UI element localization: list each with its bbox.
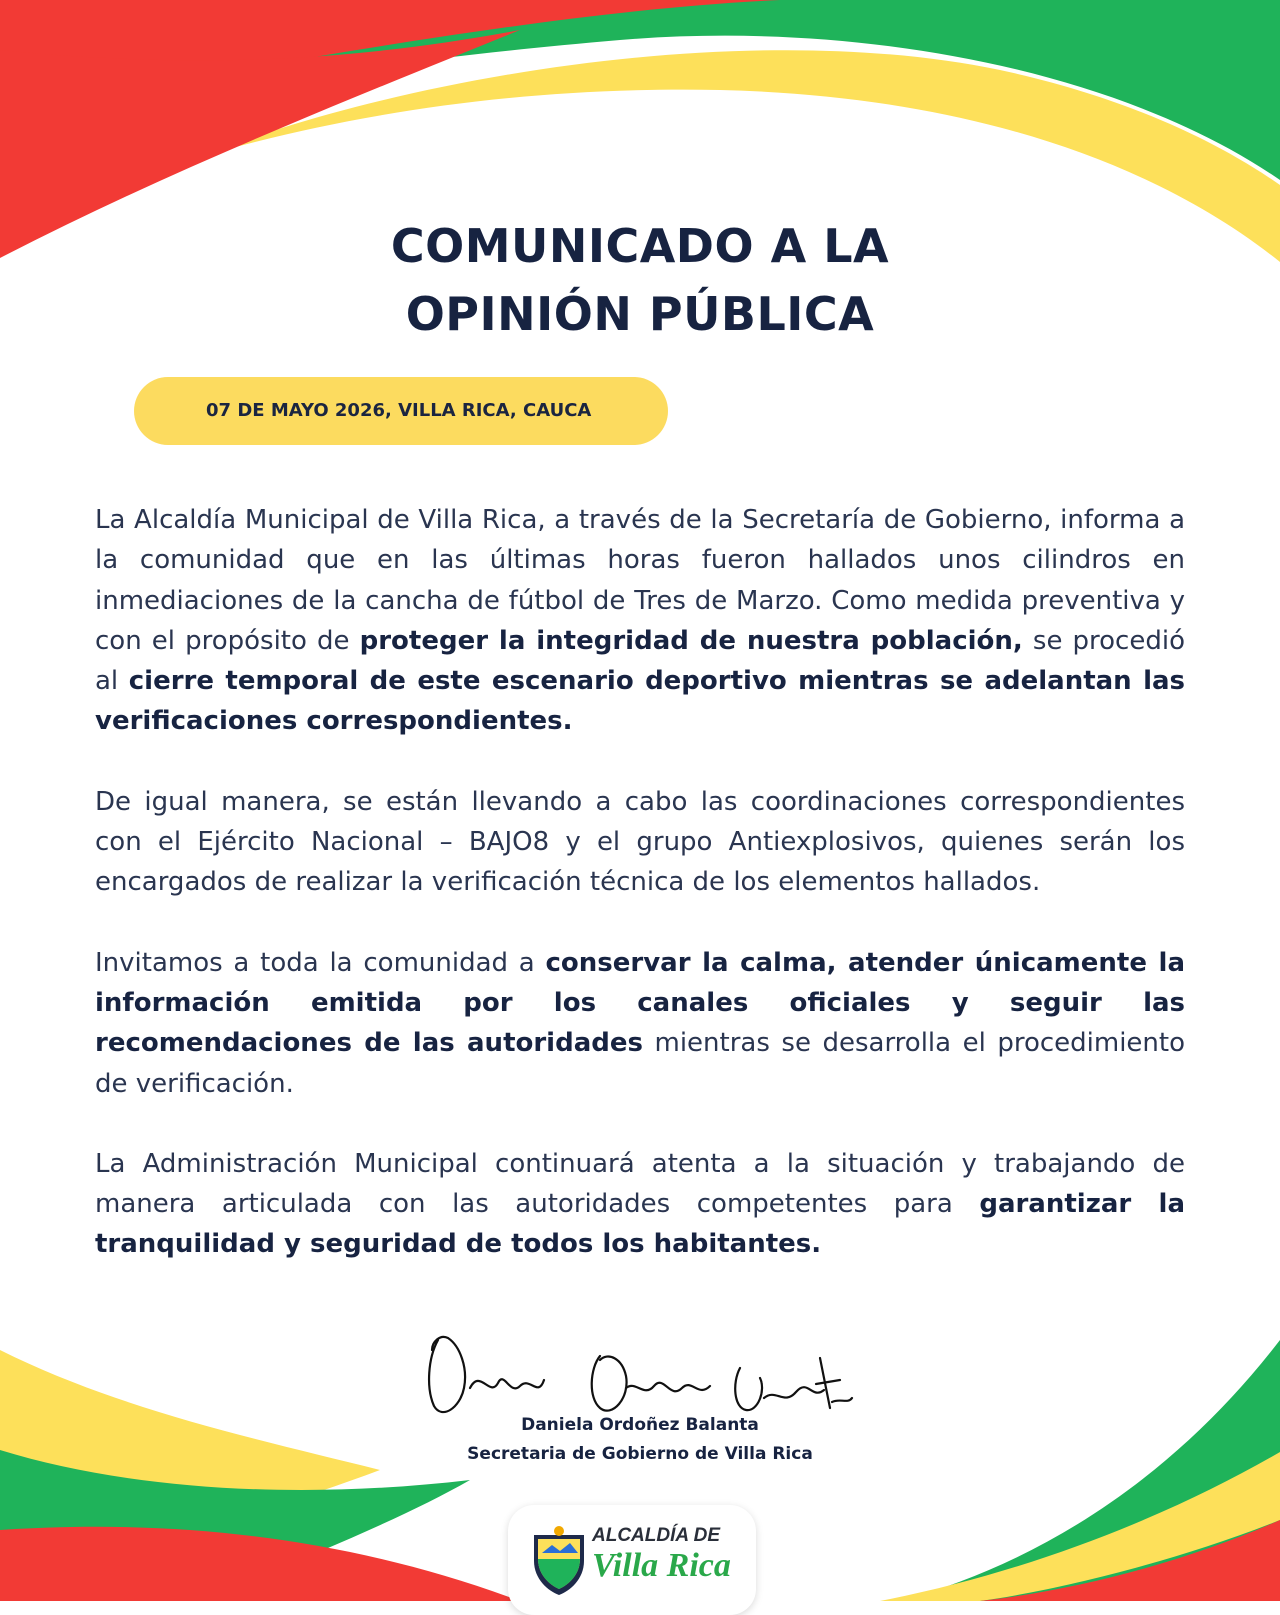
paragraph-1-text-a: La Alcaldía Municipal de Villa Rica, a través de la Secretaría de Gobierno, informa a la comunidad que en las últimas horas fueron hallados unos cilindros en inmediaciones de la cancha de fútbol de Tres de Marzo. Como medida preventiva y con el propósito de bbox=[95, 505, 1185, 656]
paragraph-4 bbox=[95, 1144, 1185, 1265]
paragraph-1-bold-b: cierre temporal de este escenario deportivo mientras se adelantan las verificaciones correspondientes. bbox=[95, 666, 1186, 737]
paragraph-2 bbox=[95, 782, 1185, 903]
paragraph-4-text: La Administración Municipal continuará atenta a la situación y trabajando de manera articulada con las autoridades competentes para bbox=[95, 1148, 1185, 1220]
signatory-name: Daniela Ordoñez Balanta bbox=[521, 1415, 759, 1435]
date-text: 07 DE MAYO 2026, VILLA RICA, CAUCA bbox=[206, 400, 592, 421]
logo-line-1: ALCALDÍA DE bbox=[592, 1525, 721, 1546]
date-badge bbox=[134, 377, 668, 445]
alcaldia-logo bbox=[508, 1505, 756, 1615]
paragraph-1 bbox=[95, 500, 1185, 742]
paragraph-3 bbox=[95, 943, 1185, 1104]
coat-of-arms-icon bbox=[530, 1525, 588, 1597]
logo-line-2: Villa Rica bbox=[592, 1547, 731, 1584]
title-line-2: OPINIÓN PÚBLICA bbox=[405, 287, 875, 341]
signatory-role: Secretaria de Gobierno de Villa Rica bbox=[467, 1444, 813, 1464]
paragraph-3-text-a: Invitamos a toda la comunidad a bbox=[95, 947, 546, 978]
paragraph-3-bold: conservar la calma, atender únicamente la información emitida por los canales oficiales y seguir las recomendaciones de las autoridades bbox=[95, 947, 1185, 1059]
paragraph-1-text-b: se procedió al bbox=[95, 625, 1185, 697]
communique-body bbox=[95, 500, 1185, 1305]
paragraph-2-text: De igual manera, se están llevando a cabo las coordinaciones correspondientes con el Ejército Nacional – BAJO8 y el grupo Antiexplosivos, quienes serán los encargados de realizar la verificación técnica de los elementos hallados. bbox=[95, 786, 1185, 898]
page-title bbox=[0, 212, 1280, 348]
title-line-1: COMUNICADO A LA bbox=[390, 219, 890, 273]
paragraph-1-bold-a: proteger la integridad de nuestra población, bbox=[359, 625, 1023, 656]
paragraph-3-text-b: mientras se desarrolla el procedimiento de verificación. bbox=[95, 1028, 1186, 1099]
paragraph-4-bold: garantizar la tranquilidad y seguridad de todos los habitantes. bbox=[95, 1189, 1185, 1260]
